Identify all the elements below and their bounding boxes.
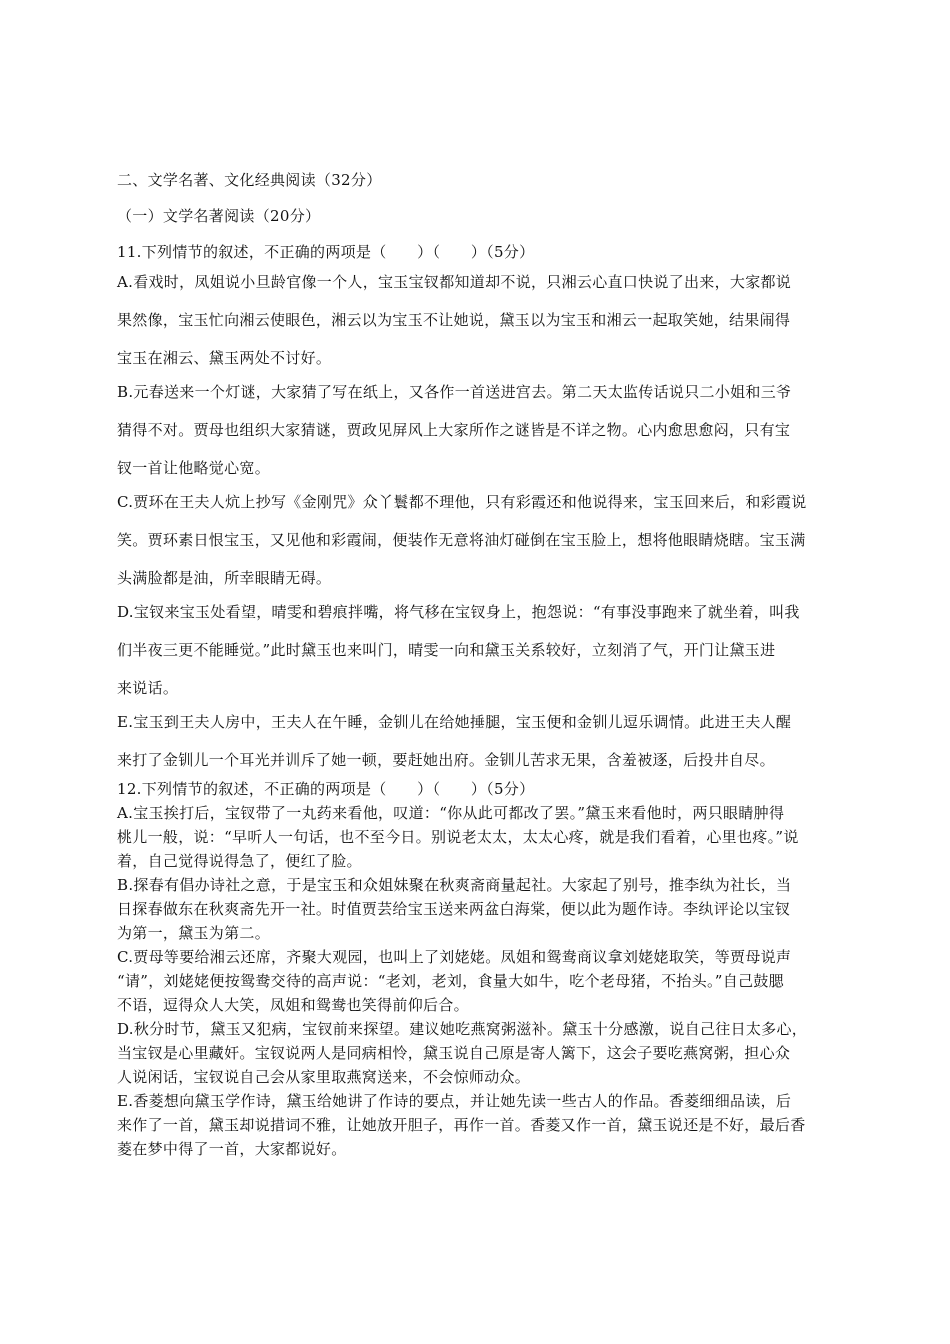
question-11-option-d xyxy=(117,602,839,712)
text-line: 日探春做东在秋爽斋先开一社。时值贾芸给宝玉送来两盆白海棠，便以此为题作诗。李纨评论以宝钗 xyxy=(117,900,791,918)
text-line: 着，自己觉得说得急了，便红了脸。 xyxy=(117,852,362,870)
text-line: 头满脸都是油，所幸眼睛无碍。 xyxy=(117,569,332,587)
question-11-option-b xyxy=(117,382,839,492)
text-line: 不语，逗得众人大笑，凤姐和鸳鸯也笑得前仰后合。 xyxy=(117,996,469,1014)
subsection-title: （一）文学名著阅读（20分） xyxy=(117,207,321,225)
question-12-stem: 12.下列情节的叙述，不正确的两项是（ ）（ ）（5分） xyxy=(117,780,535,798)
question-12-option-c xyxy=(117,946,839,1018)
text-line: 为第一，黛玉为第二。 xyxy=(117,924,271,942)
text-line: 猜得不对。贾母也组织大家猜谜，贾政见屏风上大家所作之谜皆是不详之物。心内愈思愈闷，只有宝 xyxy=(117,421,791,439)
text-line: 们半夜三更不能睡觉。”此时黛玉也来叫门，晴雯一向和黛玉关系较好，立刻消了气，开门让黛玉进 xyxy=(117,641,776,659)
text-line: “请”，刘姥姥便按鸳鸯交待的高声说：“老刘，老刘，食量大如牛，吃个老母猪，不抬头。”自己鼓腮 xyxy=(117,972,784,990)
question-12-option-b xyxy=(117,874,839,946)
question-11-option-e xyxy=(117,712,839,778)
question-12-option-d xyxy=(117,1018,839,1090)
question-11-option-a xyxy=(117,272,839,382)
question-12-option-a xyxy=(117,802,839,874)
text-line: D.宝钗来宝玉处看望，晴雯和碧痕拌嘴，将气移在宝钗身上，抱怨说：“有事没事跑来了就坐着，叫我 xyxy=(117,603,800,621)
text-line: A.宝玉挨打后，宝钗带了一丸药来看他，叹道：“你从此可都改了罢。”黛玉来看他时，两只眼睛肿得 xyxy=(117,804,785,822)
text-line: 来说话。 xyxy=(117,679,179,697)
text-line: 果然像，宝玉忙向湘云使眼色，湘云以为宝玉不让她说，黛玉以为宝玉和湘云一起取笑她，结果闹得 xyxy=(117,311,791,329)
text-line: E.香菱想向黛玉学作诗，黛玉给她讲了作诗的要点，并让她先读一些古人的作品。香菱细细品读，后 xyxy=(117,1092,792,1110)
text-line: B.探春有倡办诗社之意，于是宝玉和众姐妹聚在秋爽斋商量起社。大家起了别号，推李纨为社长，当 xyxy=(117,876,792,894)
text-line: C.贾环在王夫人炕上抄写《金刚咒》众丫鬟都不理他，只有彩霞还和他说得来，宝玉回来后，和彩霞说 xyxy=(117,493,807,511)
text-line: 来作了一首，黛玉却说措词不雅，让她放开胆子，再作一首。香菱又作一首，黛玉说还是不好，最后香 xyxy=(117,1116,806,1134)
text-line: 人说闲话，宝钗说自己会从家里取燕窝送来，不会惊师动众。 xyxy=(117,1068,531,1086)
text-line: 笑。贾环素日恨宝玉，又见他和彩霞闹，便装作无意将油灯碰倒在宝玉脸上，想将他眼睛烧瞎。宝玉满 xyxy=(117,531,806,549)
question-11-stem: 11.下列情节的叙述，不正确的两项是（ ）（ ）（5分） xyxy=(117,243,535,261)
text-line: 桃儿一般，说：“早听人一句话，也不至今日。别说老太太，太太心疼，就是我们看着，心里也疼。”说 xyxy=(117,828,799,846)
text-line: 当宝钗是心里藏奸。宝钗说两人是同病相怜，黛玉说自己原是寄人篱下，这会子要吃燕窝粥，担心众 xyxy=(117,1044,791,1062)
text-line: 钗一首让他略觉心宽。 xyxy=(117,459,271,477)
question-12-option-e xyxy=(117,1090,839,1162)
section-headers xyxy=(117,170,839,242)
question-11-option-c xyxy=(117,492,839,602)
document-content xyxy=(117,170,839,1162)
text-line: A.看戏时，凤姐说小旦龄官像一个人，宝玉宝钗都知道却不说，只湘云心直口快说了出来，大家都说 xyxy=(117,273,792,291)
text-line: 来打了金钏儿一个耳光并训斥了她一顿，要赶她出府。金钏儿苦求无果，含羞被逐，后投井自尽。 xyxy=(117,751,775,769)
question-11 xyxy=(117,242,839,778)
text-line: E.宝玉到王夫人房中，王夫人在午睡，金钏儿在给她捶腿，宝玉便和金钏儿逗乐调情。此进王夫人醒 xyxy=(117,713,792,731)
section-title: 二、文学名著、文化经典阅读（32分） xyxy=(117,171,382,189)
text-line: 菱在梦中得了一首，大家都说好。 xyxy=(117,1140,347,1158)
text-line: B.元春送来一个灯谜，大家猜了写在纸上，又各作一首送进宫去。第二天太监传话说只二小姐和三爷 xyxy=(117,383,792,401)
text-line: 宝玉在湘云、黛玉两处不讨好。 xyxy=(117,349,332,367)
text-line: D.秋分时节，黛玉又犯病，宝钗前来探望。建议她吃燕窝粥滋补。黛玉十分感激，说自己往日太多心， xyxy=(117,1020,808,1038)
text-line: C.贾母等要给湘云还席，齐聚大观园，也叫上了刘姥姥。凤姐和鸳鸯商议拿刘姥姥取笑，等贾母说声 xyxy=(117,948,792,966)
question-12 xyxy=(117,778,839,1162)
